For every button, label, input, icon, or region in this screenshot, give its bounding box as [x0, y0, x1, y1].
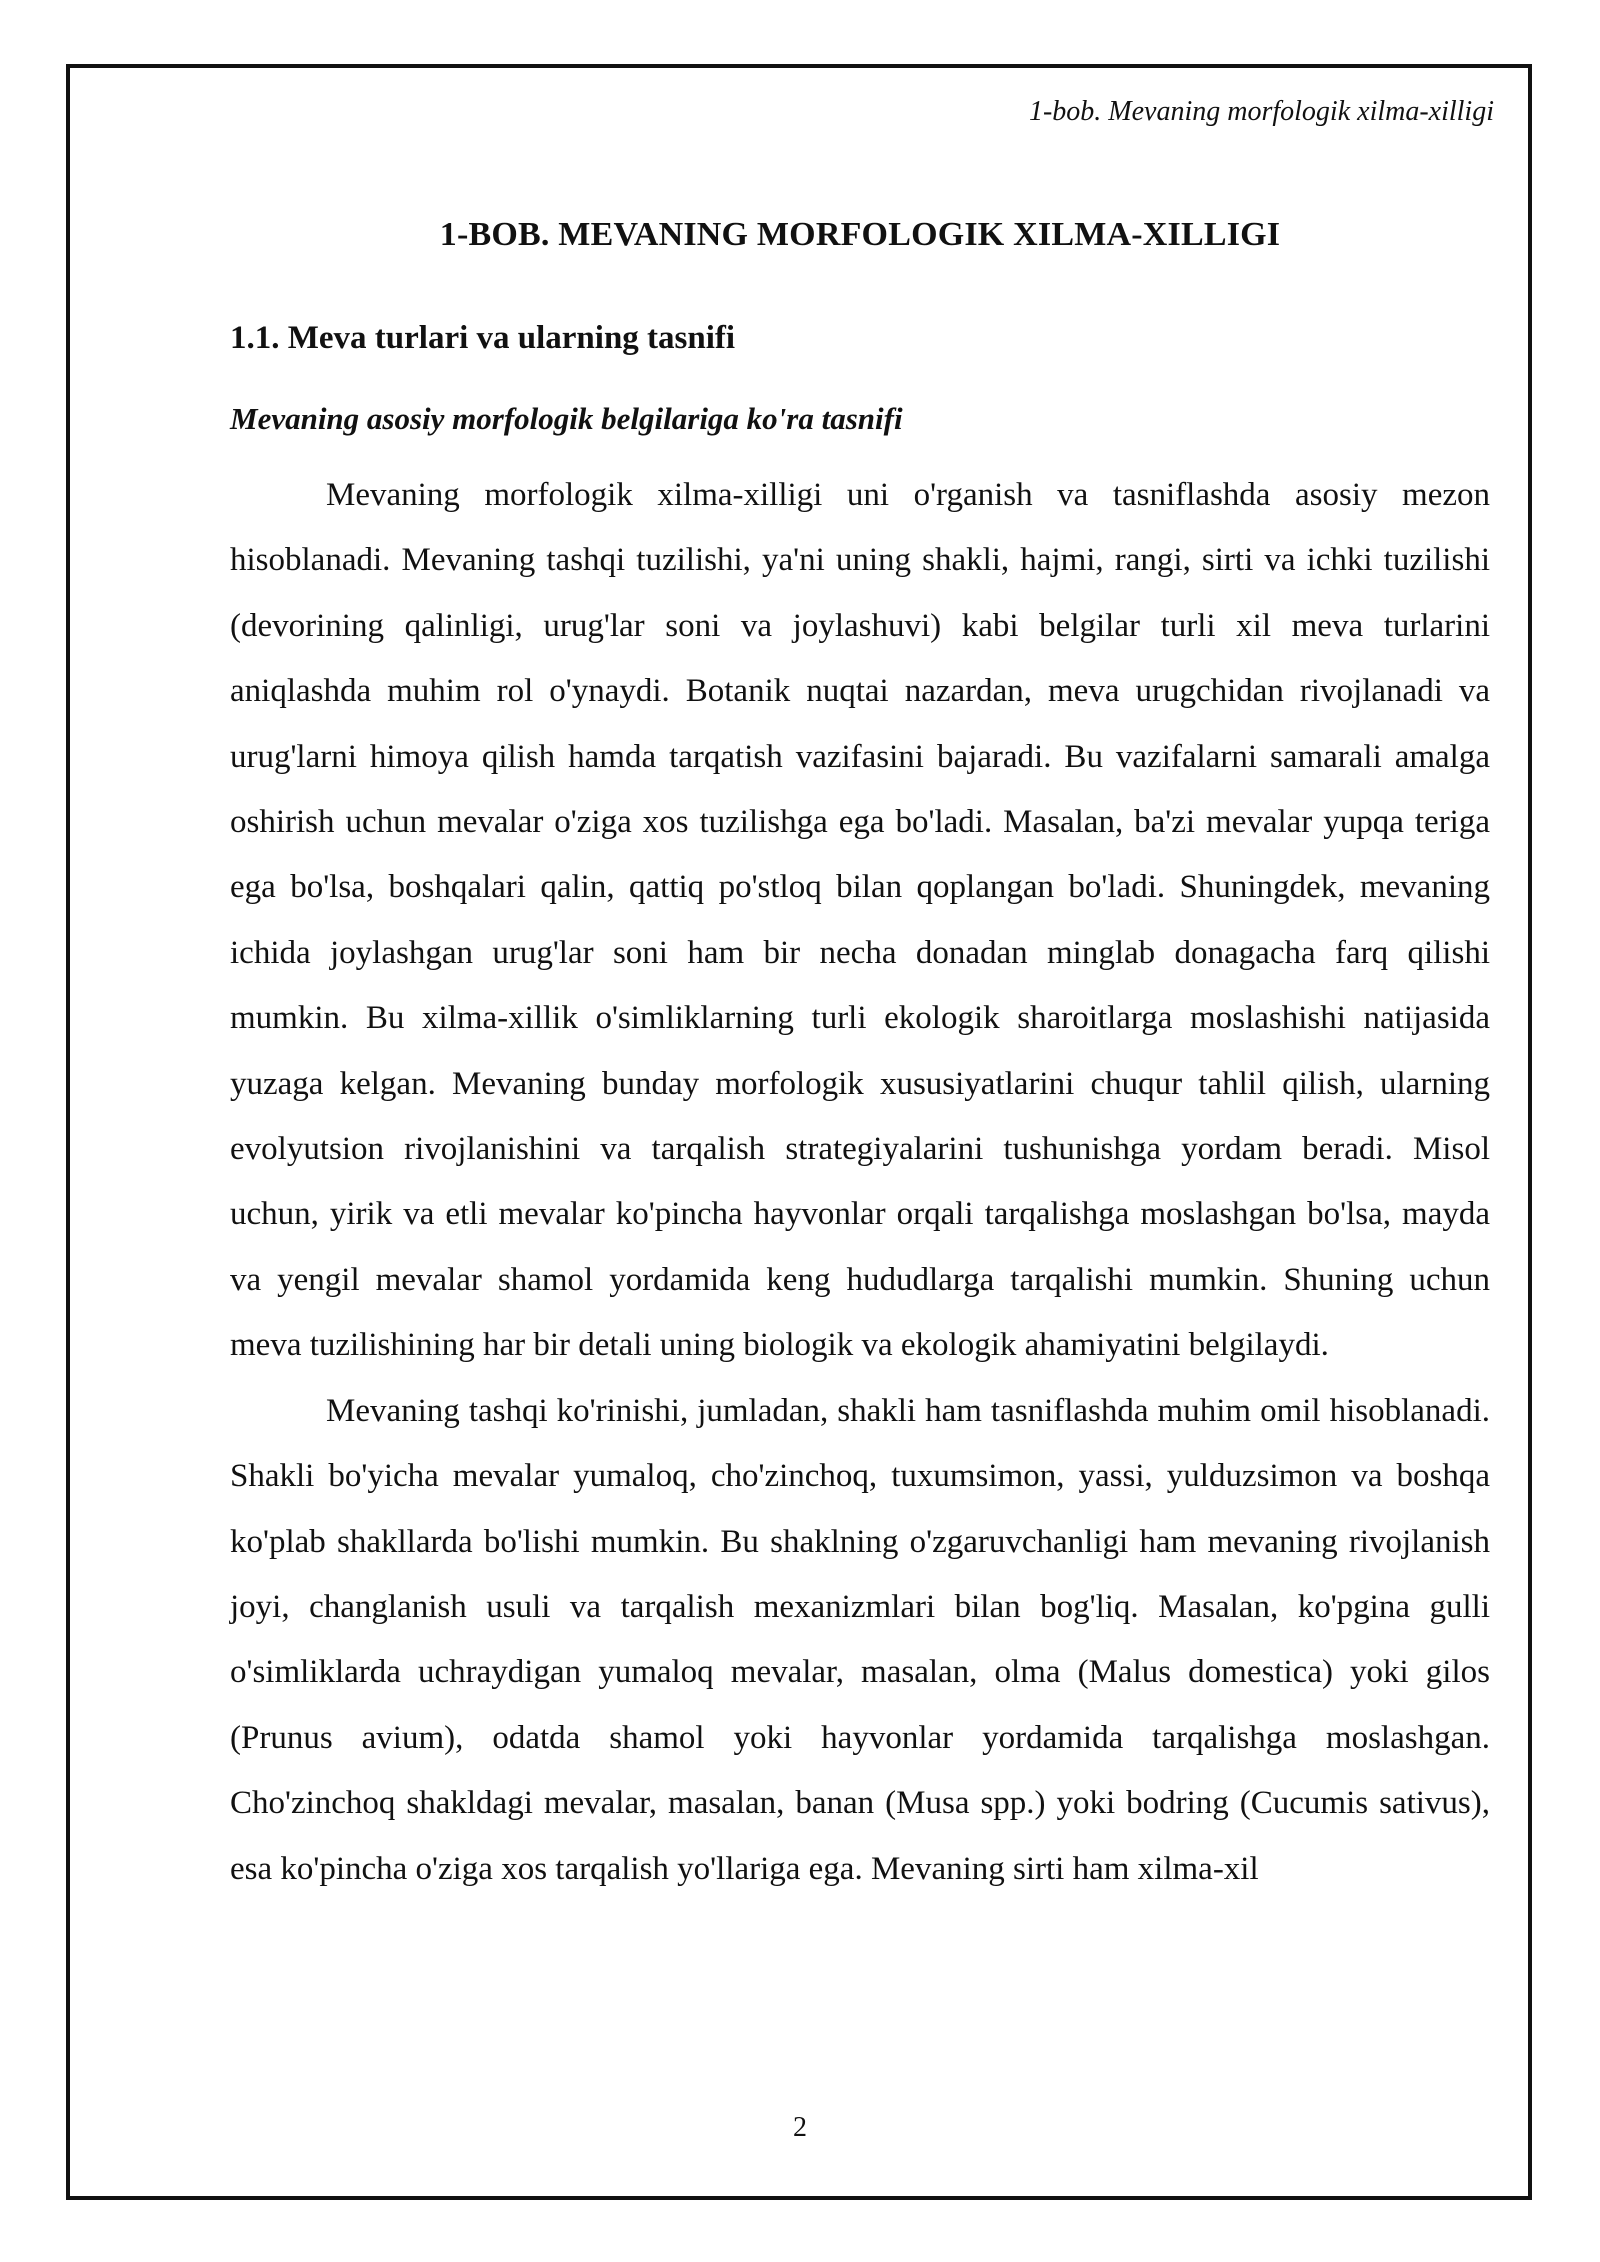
- document-body: [230, 216, 1490, 1902]
- running-header: 1-bob. Mevaning morfologik xilma-xilligi: [1028, 96, 1494, 127]
- body-paragraph: Mevaning morfologik xilma-xilligi uni o'rganish va tasniflashda asosiy mezon hisoblanadi. Mevaning tashqi tuzilishi, ya'ni uning shakli, hajmi, rangi, sirti va ichki tuzilishi (devorining qalinligi, urug'lar soni va joylashuvi) kabi belgilar turli xil meva turlarini aniqlashda muhim rol o'ynaydi. Botanik nuqtai nazardan, meva urugchidan rivojlanadi va urug'larni himoya qilish hamda tarqatish vazifasini bajaradi. Bu vazifalarni samarali amalga oshirish uchun mevalar o'ziga xos tuzilishga ega bo'ladi. Masalan, ba'zi mevalar yupqa teriga ega bo'lsa, boshqalari qalin, qattiq po'stloq bilan qoplangan bo'ladi. Shuningdek, mevaning ichida joylashgan urug'lar soni ham bir necha donadan minglab donagacha farq qilishi mumkin. Bu xilma-xillik o'simliklarning turli ekologik sharoitlarga moslashishi natijasida yuzaga kelgan. Mevaning bunday morfologik xususiyatlarini chuqur tahlil qilish, ularning evolyutsion rivojlanishini va tarqalish strategiyalarini tushunishga yordam beradi. Misol uchun, yirik va etli mevalar ko'pincha hayvonlar orqali tarqalishga moslashgan bo'lsa, mayda va yengil mevalar shamol yordamida keng hududlarga tarqalishi mumkin. Shuning uchun meva tuzilishining har bir detali uning biologik va ekologik ahamiyatini belgilaydi.: [230, 477, 1490, 1364]
- page-number: 2: [793, 2112, 807, 2143]
- body-paragraph: Mevaning tashqi ko'rinishi, jumladan, shakli ham tasniflashda muhim omil hisoblanadi. Shakli bo'yicha mevalar yumaloq, cho'zinchoq, tuxumsimon, yassi, yulduzsimon va boshqa ko'plab shakllarda bo'lishi mumkin. Bu shaklning o'zgaruvchanligi ham mevaning rivojlanish joyi, changlanish usuli va tarqalish mexanizmlari bilan bog'liq. Masalan, ko'pgina gulli o'simliklarda uchraydigan yumaloq mevalar, masalan, olma (Malus domestica) yoki gilos (Prunus avium), odatda shamol yoki hayvonlar yordamida tarqalishga moslashgan. Cho'zinchoq shakldagi mevalar, masalan, banan (Musa spp.) yoki bodring (Cucumis sativus), esa ko'pincha o'ziga xos tarqalish yo'llariga ega. Mevaning sirti ham xilma-xil: [230, 1392, 1490, 1887]
- section-title: 1.1. Meva turlari va ularning tasnifi: [230, 320, 736, 356]
- subsection-title: Mevaning asosiy morfologik belgilariga ko'ra tasnifi: [230, 401, 903, 436]
- chapter-title: 1-BOB. MEVANING MORFOLOGIK XILMA-XILLIGI: [439, 216, 1281, 253]
